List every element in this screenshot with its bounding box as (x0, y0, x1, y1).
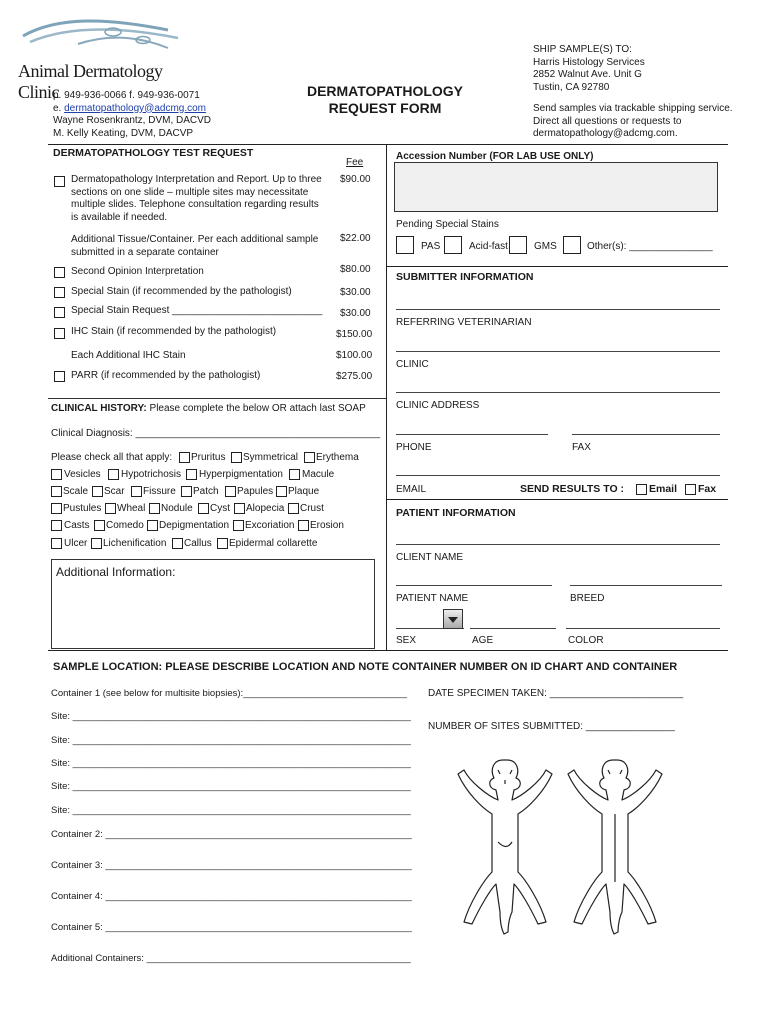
doctor-2: M. Kelly Keating, DVM, DACVP (53, 127, 194, 139)
send-results-label: SEND RESULTS TO : (520, 483, 625, 495)
stain-acid-fast: Acid-fast (469, 241, 508, 252)
fee-additional-ihc: $100.00 (336, 350, 373, 361)
ship-to-street: 2852 Walnut Ave. Unit G (533, 69, 642, 80)
additional-info-label: Additional Information: (56, 565, 176, 579)
client-name-line[interactable] (396, 544, 720, 545)
email-input-line[interactable] (396, 475, 720, 476)
check-intro: Please check all that apply: (51, 452, 173, 463)
container-3-field[interactable]: Container 3: __________________________________________________________ (51, 860, 412, 871)
sample-location-heading: SAMPLE LOCATION: PLEASE DESCRIBE LOCATION AND NOTE CONTAINER NUMBER ON ID CHART AND CONTAINER (53, 661, 678, 673)
label-vesicles: Vesicles (64, 469, 101, 480)
clinical-history-heading (51, 403, 366, 414)
checkbox-hypotrichosis[interactable] (108, 469, 119, 480)
email-line (53, 103, 211, 116)
label-scar: Scar (104, 486, 125, 497)
email-label: EMAIL (396, 484, 427, 495)
label-hypotrichosis: Hypotrichosis (121, 469, 182, 480)
email-prefix: e. (53, 102, 62, 114)
item-second-opinion: Second Opinion Interpretation (71, 266, 204, 277)
site-field[interactable]: Site: ________________________________________________________________ (51, 805, 411, 816)
item-special-stain-request[interactable]: Special Stain Request ___________________________ (71, 305, 323, 316)
instruction-line: Send samples via trackable shipping service. (533, 103, 733, 114)
patient-heading: PATIENT INFORMATION (396, 507, 516, 519)
checkbox-wheal[interactable] (105, 503, 116, 514)
email-link[interactable]: dermatopathology@adcmg.com (64, 102, 207, 114)
label-plaque: Plaque (288, 486, 320, 497)
checkbox-ihc-stain[interactable] (54, 328, 65, 339)
fee-additional-tissue: $22.00 (340, 233, 371, 244)
form-title (290, 83, 480, 117)
label-alopecia: Alopecia (246, 503, 285, 514)
checkbox-ulcer[interactable] (51, 538, 62, 549)
date-specimen-field[interactable]: DATE SPECIMEN TAKEN: ________________________ (428, 688, 684, 699)
sex-label: SEX (396, 635, 417, 646)
clinic-label: CLINIC (396, 359, 429, 370)
label-erosion: Erosion (310, 520, 344, 531)
site-field[interactable]: Site: ________________________________________________________________ (51, 735, 411, 746)
ship-to-name: Harris Histology Services (533, 56, 645, 68)
test-request-heading: DERMATOPATHOLOGY TEST REQUEST (53, 147, 254, 159)
checkbox-scale[interactable] (51, 486, 62, 497)
item-line: sections on one slide – multiple sites may necessitate (71, 186, 309, 198)
checkbox-epidermal-collarette[interactable] (217, 538, 228, 549)
stain-pas: PAS (421, 241, 441, 252)
clinical-diagnosis-field[interactable]: Clinical Diagnosis: ____________________________________________ (51, 428, 381, 439)
send-email-label: Email (649, 483, 678, 495)
fax-line[interactable] (572, 434, 720, 435)
checkbox-alopecia[interactable] (234, 503, 245, 514)
item-ihc-stain: IHC Stain (if recommended by the pathologist) (71, 326, 277, 337)
checkbox-interpretation[interactable] (54, 176, 65, 187)
label-crust: Crust (300, 503, 324, 514)
additional-info-box[interactable] (51, 559, 375, 649)
label-comedo: Comedo (106, 520, 144, 531)
color-label: COLOR (568, 635, 604, 646)
instruction-line: Direct all questions or requests to (533, 115, 682, 127)
checkbox-papules[interactable] (225, 486, 236, 497)
title-line-2: REQUEST FORM (328, 100, 442, 116)
breed-line[interactable] (570, 585, 722, 586)
site-field[interactable]: Site: ________________________________________________________________ (51, 781, 411, 792)
stain-gms: GMS (534, 241, 557, 252)
patient-name-line[interactable] (396, 585, 552, 586)
color-line[interactable] (566, 628, 720, 629)
checkbox-other-stain[interactable] (563, 236, 581, 254)
fax-label: FAX (572, 442, 591, 453)
phone-line[interactable] (396, 434, 548, 435)
item-parr: PARR (if recommended by the pathologist) (71, 370, 261, 381)
label-wheal: Wheal (117, 503, 146, 514)
item-special-stain: Special Stain (if recommended by the pathologist) (71, 286, 292, 297)
fee-header: Fee (346, 157, 364, 168)
referring-vet-label: REFERRING VETERINARIAN (396, 317, 532, 328)
checkbox-cyst[interactable] (198, 503, 209, 514)
checkbox-second-opinion[interactable] (54, 267, 65, 278)
checkbox-send-fax[interactable] (685, 484, 696, 495)
fee-special-stain: $30.00 (340, 287, 371, 298)
label-ulcer: Ulcer (64, 538, 88, 549)
referring-vet-line[interactable] (396, 309, 720, 310)
breed-label: BREED (570, 593, 605, 604)
clinic-address-line[interactable] (396, 392, 720, 393)
checkbox-callus[interactable] (172, 538, 183, 549)
checkbox-comedo[interactable] (94, 520, 105, 531)
label-callus: Callus (184, 538, 212, 549)
client-name-label: CLIENT NAME (396, 552, 464, 563)
label-excoriation: Excoriation (245, 520, 295, 531)
patient-name-label: PATIENT NAME (396, 593, 469, 604)
sex-dropdown[interactable] (443, 609, 463, 629)
label-epidermal-collarette: Epidermal collarette (229, 538, 318, 549)
accession-number-field[interactable] (394, 162, 718, 212)
checkbox-patch[interactable] (181, 486, 192, 497)
item-line: Additional Tissue/Container. Per each additional sample (71, 234, 319, 245)
age-line[interactable] (470, 628, 556, 629)
label-patch: Patch (193, 486, 219, 497)
checkbox-parr[interactable] (54, 371, 65, 382)
checkbox-gms[interactable] (509, 236, 527, 254)
checkbox-nodule[interactable] (149, 503, 160, 514)
checkbox-depigmentation[interactable] (147, 520, 158, 531)
clinic-line[interactable] (396, 351, 720, 352)
label-depigmentation: Depigmentation (159, 520, 230, 531)
fee-ihc-stain: $150.00 (336, 329, 373, 340)
dog-id-chart[interactable] (448, 752, 678, 942)
container-2-field[interactable]: Container 2: __________________________________________________________ (51, 829, 412, 840)
phone-label: PHONE (396, 442, 432, 453)
checkbox-scar[interactable] (92, 486, 103, 497)
site-field[interactable]: Site: ________________________________________________________________ (51, 758, 411, 769)
checkbox-symmetrical[interactable] (231, 452, 242, 463)
additional-containers-field[interactable]: Additional Containers: __________________________________________________ (51, 953, 411, 964)
label-fissure: Fissure (143, 486, 176, 497)
checkbox-special-stain[interactable] (54, 287, 65, 298)
checkbox-lichenification[interactable] (91, 538, 102, 549)
age-label: AGE (472, 635, 494, 646)
label-macule: Macule (302, 469, 335, 480)
label-casts: Casts (64, 520, 90, 531)
clinical-heading-note: Please complete the below OR attach last SOAP (149, 403, 366, 414)
instruction-line: dermatopathology@adcmg.com. (533, 128, 678, 139)
fee-interpretation: $90.00 (340, 174, 371, 185)
label-erythema: Erythema (316, 452, 359, 463)
checkbox-erosion[interactable] (298, 520, 309, 531)
phone-fax: p. 949-936-0066 f. 949-936-0071 (53, 90, 200, 101)
contact-block (53, 90, 211, 140)
checkbox-acid-fast[interactable] (444, 236, 462, 254)
label-nodule: Nodule (161, 503, 193, 514)
submitter-heading: SUBMITTER INFORMATION (396, 271, 534, 283)
checkbox-special-stain-request[interactable] (54, 307, 65, 318)
stain-other: Other(s): _______________ (587, 241, 713, 252)
item-additional-tissue (71, 234, 318, 259)
checkbox-macule[interactable] (289, 469, 300, 480)
fee-second-opinion: $80.00 (340, 264, 371, 275)
label-cyst: Cyst (210, 503, 230, 514)
checkbox-casts[interactable] (51, 520, 62, 531)
pending-stains-label: Pending Special Stains (396, 219, 499, 230)
site-field[interactable]: Site: ________________________________________________________________ (51, 711, 411, 722)
fee-parr: $275.00 (336, 371, 373, 382)
label-scale: Scale (63, 486, 89, 497)
container-5-field[interactable]: Container 5: __________________________________________________________ (51, 922, 412, 933)
checkbox-vesicles[interactable] (51, 469, 62, 480)
send-fax-label: Fax (698, 483, 717, 495)
ship-to-city: Tustin, CA 92780 (533, 81, 610, 93)
clinic-address-label: CLINIC ADDRESS (396, 400, 480, 411)
checkbox-pruritus[interactable] (179, 452, 190, 463)
checkbox-excoriation[interactable] (233, 520, 244, 531)
checkbox-hyperpigmentation[interactable] (186, 469, 197, 480)
chevron-down-icon (444, 610, 462, 628)
item-interpretation (71, 174, 341, 224)
doctor-1: Wayne Rosenkrantz, DVM, DACVD (53, 115, 212, 126)
checkbox-erythema[interactable] (304, 452, 315, 463)
checkbox-fissure[interactable] (131, 486, 142, 497)
clinical-heading-bold: CLINICAL HISTORY: (51, 403, 147, 414)
container-1-field[interactable]: Container 1 (see below for multisite biopsies):_______________________________ (51, 688, 407, 699)
label-hyperpigmentation: Hyperpigmentation (199, 469, 283, 480)
checkbox-pas[interactable] (396, 236, 414, 254)
label-lichenification: Lichenification (103, 538, 167, 549)
accession-label: Accession Number (FOR LAB USE ONLY) (396, 151, 594, 162)
title-line-1: DERMATOPATHOLOGY (306, 83, 464, 99)
item-additional-ihc: Each Additional IHC Stain (71, 350, 186, 361)
checkbox-crust[interactable] (288, 503, 299, 514)
item-line: is available if needed. (71, 211, 168, 223)
label-pustules: Pustules (63, 503, 102, 514)
item-line: multiple slides. Telephone consultation regarding results (71, 199, 319, 211)
dog-outline-icon (448, 752, 678, 942)
item-line: submitted in a separate container (71, 246, 219, 258)
label-pruritus: Pruritus (191, 452, 226, 463)
item-line: Dermatopathology Interpretation and Report. Up to three (71, 174, 322, 185)
checkbox-plaque[interactable] (276, 486, 287, 497)
container-4-field[interactable]: Container 4: __________________________________________________________ (51, 891, 412, 902)
label-papules: Papules (237, 486, 274, 497)
checkbox-send-email[interactable] (636, 484, 647, 495)
clinic-name: Animal Dermatology Clinic (18, 61, 163, 102)
instructions-block (533, 103, 733, 141)
number-of-sites-field[interactable]: NUMBER OF SITES SUBMITTED: ________________ (428, 721, 675, 732)
fee-special-stain-request: $30.00 (340, 308, 371, 319)
ship-to-heading: SHIP SAMPLE(S) TO: (533, 44, 632, 55)
label-symmetrical: Symmetrical (243, 452, 299, 463)
checkbox-pustules[interactable] (51, 503, 62, 514)
ship-to-block (533, 44, 645, 94)
